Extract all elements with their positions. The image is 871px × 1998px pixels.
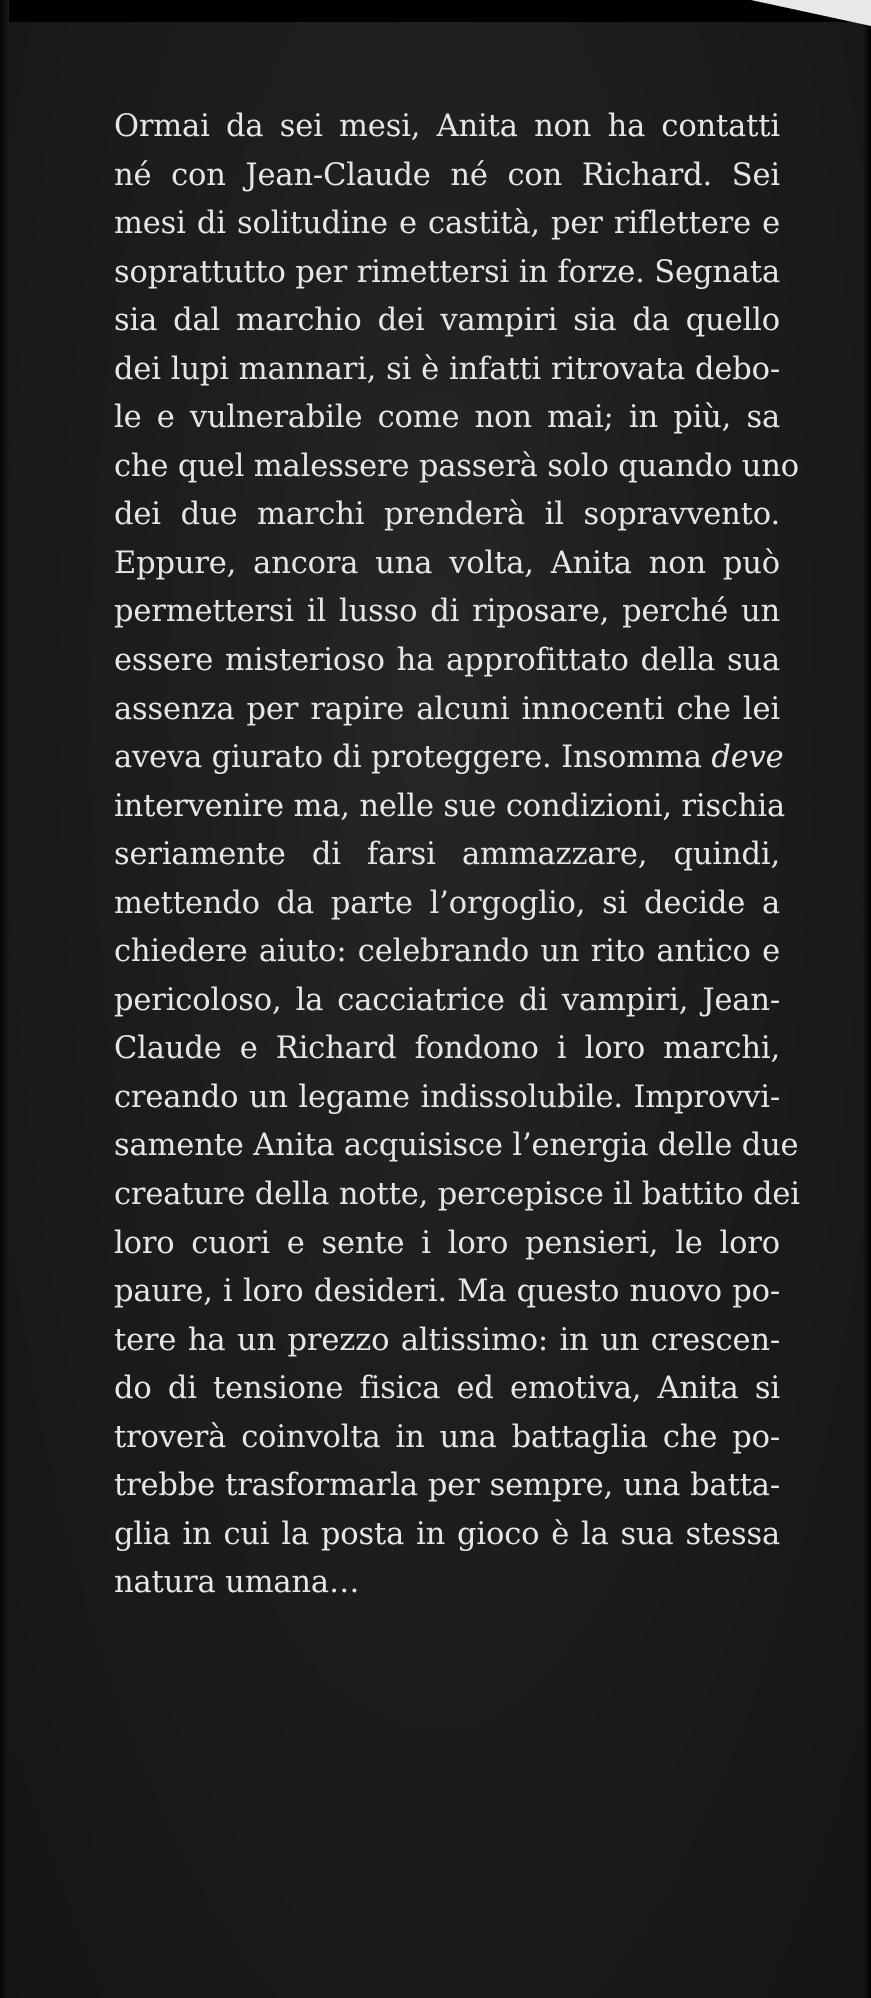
blurb-line: glia in cui la posta in gioco è la sua stessa xyxy=(114,1516,780,1552)
blurb-line: soprattutto per rimettersi in forze. Segnata xyxy=(114,254,780,290)
blurb-line: loro cuori e sente i loro pensieri, le loro xyxy=(114,1225,780,1261)
blurb-line: pericoloso, la cacciatrice di vampiri, Jean- xyxy=(114,982,780,1018)
corner-highlight xyxy=(751,0,871,26)
blurb-line: creando un legame indissolubile. Improvvi- xyxy=(114,1079,780,1115)
top-border xyxy=(0,0,871,22)
blurb-line: Claude e Richard fondono i loro marchi, xyxy=(114,1031,780,1067)
left-edge-shadow xyxy=(0,0,9,1998)
blurb-line: che quel malessere passerà solo quando uno xyxy=(114,448,799,484)
emphasis-word: deve xyxy=(711,740,784,776)
blurb-line: intervenire ma, nelle sue condizioni, rischia xyxy=(114,788,786,824)
blurb-line: mettendo da parte l’orgoglio, si decide a xyxy=(114,885,780,921)
blurb-line: samente Anita acquisisce l’energia delle due xyxy=(114,1128,799,1164)
blurb-line: trebbe trasformarla per sempre, una batta- xyxy=(114,1468,780,1504)
blurb-line-with-emphasis xyxy=(114,734,784,783)
blurb-line: chiedere aiuto: celebrando un rito antico e xyxy=(114,934,780,970)
blurb-line: assenza per rapire alcuni innocenti che lei xyxy=(114,691,780,727)
blurb-line: dei due marchi prenderà il sopravvento. xyxy=(114,497,780,533)
blurb-line: troverà coinvolta in una battaglia che po- xyxy=(114,1419,780,1455)
blurb-line: seriamente di farsi ammazzare, quindi, xyxy=(114,837,780,873)
right-edge-shadow xyxy=(864,0,871,1998)
blurb-line: paure, i loro desideri. Ma questo nuovo po- xyxy=(114,1274,780,1310)
blurb-line-final: natura umana… xyxy=(114,1565,360,1601)
blurb-text xyxy=(114,103,800,1608)
blurb-line: creature della notte, percepisce il battito dei xyxy=(114,1177,800,1213)
blurb-line: dei lupi mannari, si è infatti ritrovata debo- xyxy=(114,351,780,387)
blurb-line: Ormai da sei mesi, Anita non ha contatti xyxy=(114,109,780,144)
blurb-line: tere ha un prezzo altissimo: in un crescen- xyxy=(114,1322,780,1358)
blurb-line: essere misterioso ha approfittato della sua xyxy=(114,643,780,679)
blurb-line: sia dal marchio dei vampiri sia da quello xyxy=(114,303,780,339)
blurb-line: mesi di solitudine e castità, per riflettere e xyxy=(114,206,780,242)
blurb-line: permettersi il lusso di riposare, perché un xyxy=(114,594,780,630)
blurb-line: Eppure, ancora una volta, Anita non può xyxy=(114,545,780,581)
blurb-line-text: aveva giurato di proteggere. Insomma xyxy=(114,740,702,776)
blurb-line: le e vulnerabile come non mai; in più, sa xyxy=(114,400,780,436)
blurb-line: né con Jean-Claude né con Richard. Sei xyxy=(114,157,780,193)
blurb-line: do di tensione fisica ed emotiva, Anita si xyxy=(114,1371,780,1407)
